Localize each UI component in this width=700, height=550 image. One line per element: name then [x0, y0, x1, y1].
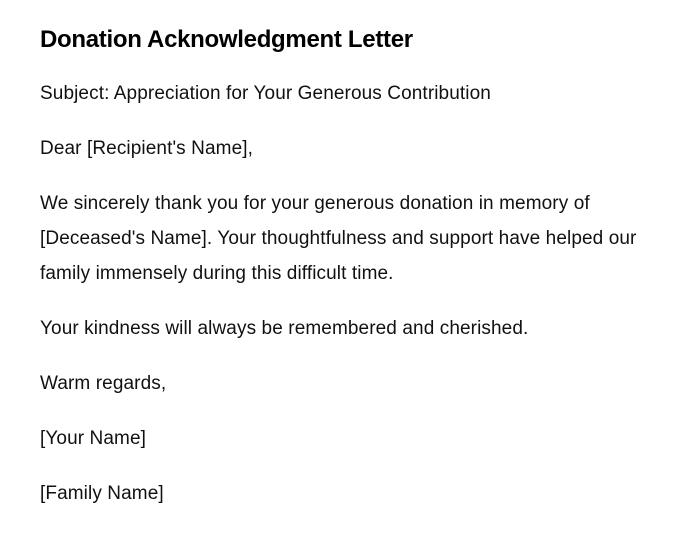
closing: Warm regards,	[40, 373, 167, 394]
salutation: Dear [Recipient's Name],	[40, 138, 253, 159]
subject-line: Subject: Appreciation for Your Generous Contribution	[40, 83, 491, 104]
letter-document	[40, 22, 660, 531]
body-paragraph-2: Your kindness will always be remembered and cherished.	[40, 318, 529, 339]
signature-your-name: [Your Name]	[40, 428, 147, 449]
document-title: Donation Acknowledgment Letter	[40, 26, 413, 53]
body-paragraph-1: We sincerely thank you for your generous donation in memory of [Deceased's Name]. Your thoughtfulness and support have helped our family immensely during this difficult time.	[40, 193, 637, 284]
signature-family-name: [Family Name]	[40, 483, 164, 504]
